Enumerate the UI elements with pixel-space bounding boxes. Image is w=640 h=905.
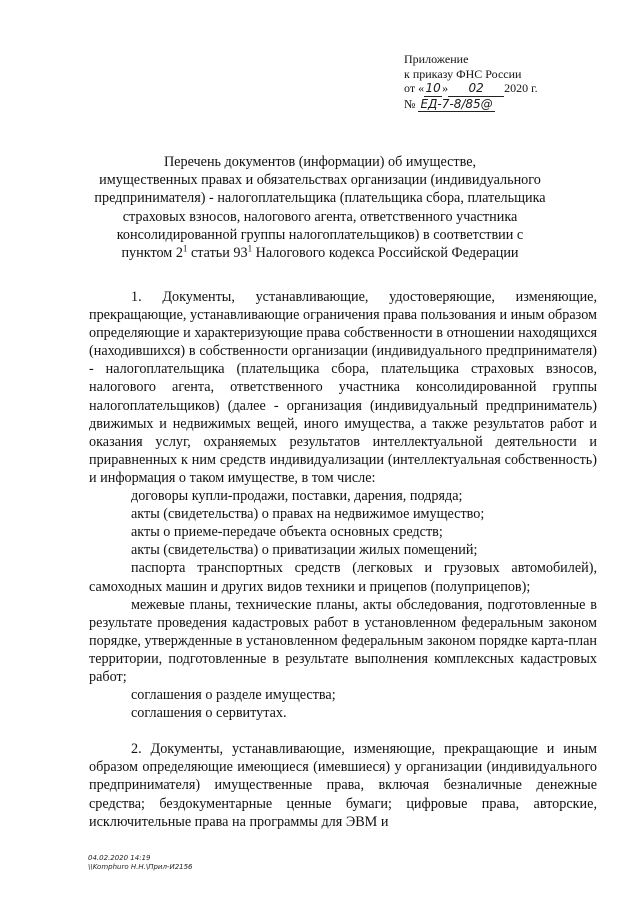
list-item: акты (свидетельства) о правах на недвижимое имущество; — [131, 506, 485, 523]
appendix-order-ref: к приказу ФНС России — [404, 66, 522, 81]
order-number: ЕД-7-8/85@ — [420, 96, 493, 111]
appendix-number: № ЕД-7-8/85@ — [404, 96, 493, 111]
date-year: 2020 г. — [504, 81, 538, 95]
date-month: 02 — [448, 81, 504, 97]
list-item: акты о приеме-передаче объекта основных средств; — [131, 524, 443, 541]
document-body — [89, 288, 597, 831]
paragraph-gap — [89, 722, 597, 740]
section-1-intro: 1. Документы, устанавливающие, удостоверяющие, изменяющие, прекращающие, устанавливающие ограничения права пользования и иным образом определяющие и характеризующие права собственности в отношении находящихся (находившихся) в собственности организации (индивидуального предпринимателя) - налогоплательщика (плательщика сбора, плательщика страховых взносов, налогового агента, ответственного участника консолидированной группы налогоплательщиков) (далее - организация (индивидуальный предприниматель) движимых и недвижимых вещей, иного имущества, а также результатов работ и оказания услуг, охраняемых результатов интеллектуальной деятельности и приравненных к ним средств индивидуализации (интеллектуальная собственность) и информация о таком имуществе, в том числе: — [89, 289, 597, 486]
list-item: соглашения о сервитутах. — [131, 705, 287, 722]
appendix-date: от «10» 02 2020 г. — [404, 81, 538, 95]
list-item: договоры купли-продажи, поставки, дарения, подряда; — [131, 488, 463, 505]
appendix-header — [404, 52, 604, 112]
list-item: паспорта транспортных средств (легковых и грузовых автомобилей), самоходных машин и других видов техники и прицепов (полуприцепов); — [89, 560, 597, 595]
list-item: межевые планы, технические планы, акты обследования, подготовленные в результате проведения кадастровых работ в установленном федеральным законом порядке, утвержденные в установленном федеральным законом порядке карта-план территории, подготовленные в результате выполнения комплексных кадастровых работ; — [89, 596, 597, 685]
file-footer: 04.02.2020 14:19 \\Komphuro Н.Н.\Прил-И2156 — [88, 854, 193, 871]
appendix-title: Приложение — [404, 52, 469, 66]
section-2-intro: 2. Документы, устанавливающие, изменяющие, прекращающие и иным образом определяющие имеющиеся (имевшиеся) у организации (индивидуального предпринимателя) имущественные права, включая безналичные денежные средства; бездокументарные ценные бумаги; цифровые права, авторские, исключительные права на программы для ЭВМ и — [89, 741, 597, 830]
list-item: акты (свидетельства) о приватизации жилых помещений; — [131, 542, 478, 559]
date-day: 10 — [425, 81, 441, 95]
document-title: Перечень документов (информации) об имуществе, имущественных правах и обязательствах организации (индивидуального предпринимателя) - налогоплательщика (плательщика сбора, плательщика страховых взносов, налогового агента, ответственного участника консолидированной группы налогоплательщиков) в соответствии с пунктом $2^1$ статьи $93^1$ Налогового кодекса Российской Федерации — [94, 154, 546, 262]
list-item: соглашения о разделе имущества; — [131, 687, 336, 704]
